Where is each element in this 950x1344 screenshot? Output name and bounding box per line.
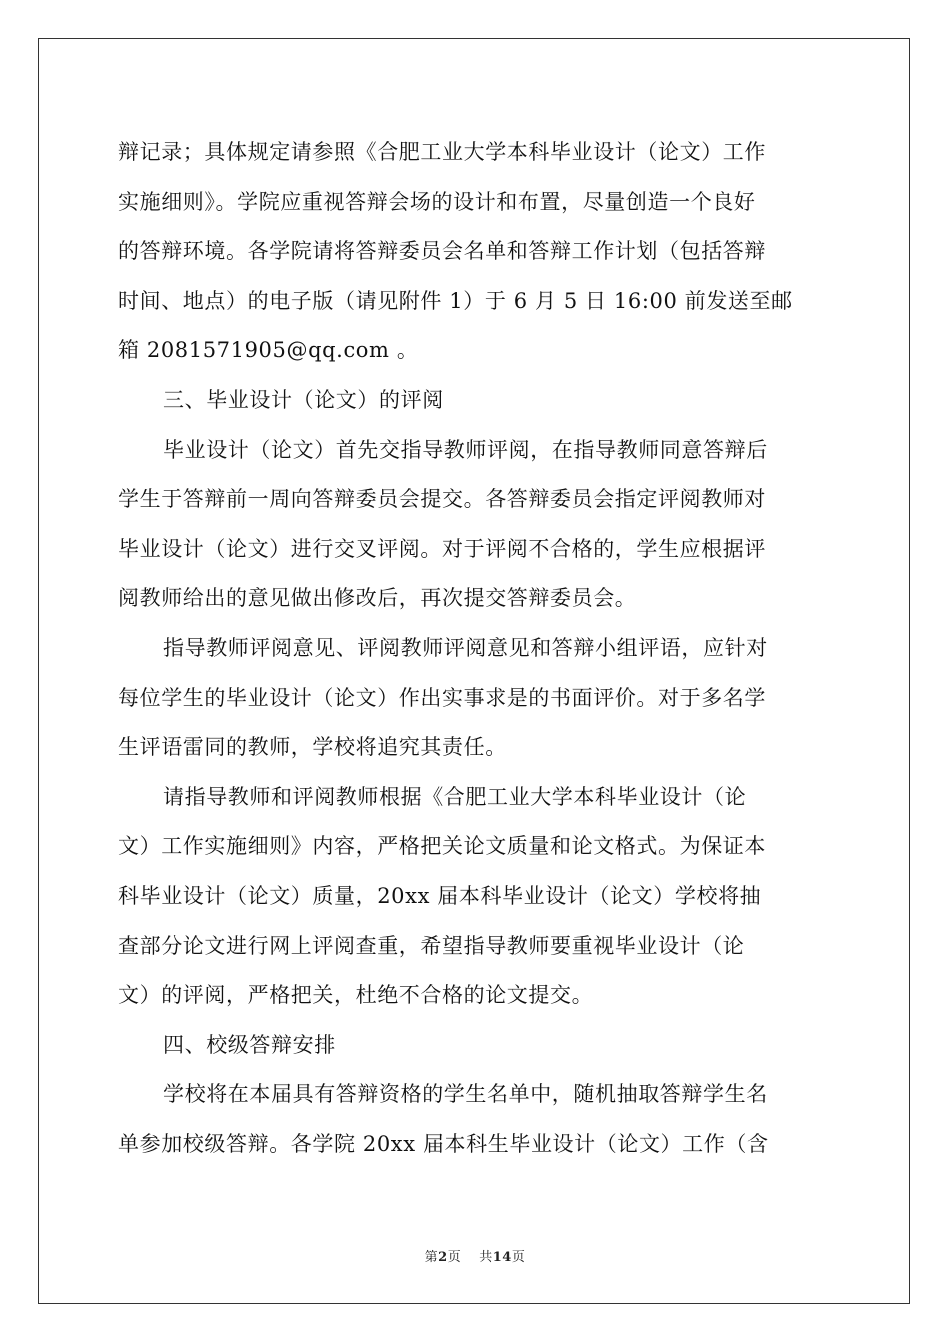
page-footer <box>0 1246 950 1265</box>
text-line: 学生于答辩前一周向答辩委员会提交。各答辩委员会指定评阅教师对 <box>118 487 766 512</box>
text-line: 每位学生的毕业设计（论文）作出实事求是的书面评价。对于多名学 <box>118 685 766 710</box>
text-line: 阅教师给出的意见做出修改后，再次提交答辩委员会。 <box>118 586 637 611</box>
page-suffix: 页 <box>447 1250 462 1265</box>
text-line: 毕业设计（论文）首先交指导教师评阅，在指导教师同意答辩后 <box>163 437 768 462</box>
text-line: 指导教师评阅意见、评阅教师评阅意见和答辩小组评语，应针对 <box>163 635 768 660</box>
total-prefix: 共 <box>479 1250 493 1265</box>
text-line: 文）的评阅，严格把关，杜绝不合格的论文提交。 <box>118 983 594 1008</box>
text-line: 实施细则》。学院应重视答辩会场的设计和布置，尽量创造一个良好 <box>118 189 756 214</box>
page-prefix: 第 <box>424 1250 439 1265</box>
text-line: 箱 2081571905@qq.com 。 <box>118 338 419 363</box>
text-line: 的答辩环境。各学院请将答辩委员会名单和答辩工作计划（包括答辩 <box>118 239 766 264</box>
text-line: 科毕业设计（论文）质量，20xx 届本科毕业设计（论文）学校将抽 <box>118 883 762 908</box>
text-line: 时间、地点）的电子版（请见附件 1）于 6 月 5 日 16:00 前发送至邮 <box>118 288 793 313</box>
page-current: 2 <box>438 1250 448 1265</box>
section-heading: 三、毕业设计（论文）的评阅 <box>163 387 444 412</box>
total-suffix: 页 <box>511 1250 526 1265</box>
text-line: 单参加校级答辩。各学院 20xx 届本科生毕业设计（论文）工作（含 <box>118 1131 769 1156</box>
text-line: 生评语雷同的教师，学校将追究其责任。 <box>118 735 507 760</box>
text-line: 辩记录；具体规定请参照《合肥工业大学本科毕业设计（论文）工作 <box>118 140 766 164</box>
text-line: 文）工作实施细则》内容，严格把关论文质量和论文格式。为保证本 <box>118 834 766 859</box>
page-total: 14 <box>492 1250 512 1265</box>
document-body <box>118 128 838 1169</box>
text-line: 学校将在本届具有答辩资格的学生名单中，随机抽取答辩学生名 <box>163 1082 768 1107</box>
text-line: 请指导教师和评阅教师根据《合肥工业大学本科毕业设计（论 <box>163 784 747 809</box>
section-heading: 四、校级答辩安排 <box>163 1032 336 1057</box>
text-line: 毕业设计（论文）进行交叉评阅。对于评阅不合格的，学生应根据评 <box>118 536 766 561</box>
text-line: 查部分论文进行网上评阅查重，希望指导教师要重视毕业设计（论 <box>118 933 745 958</box>
